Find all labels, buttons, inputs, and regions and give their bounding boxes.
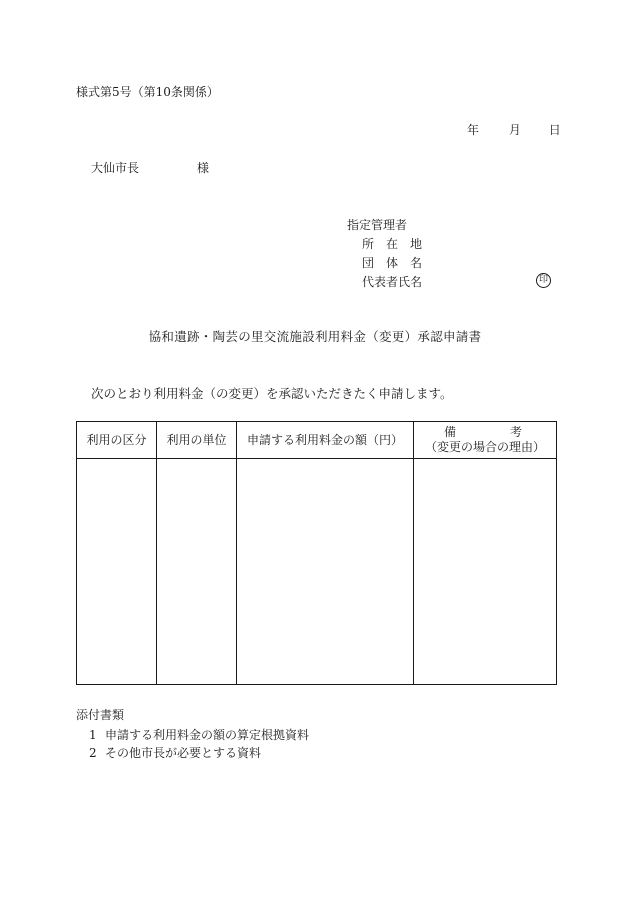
- date-year: 年: [467, 123, 480, 137]
- organization-label: 団 体 名: [362, 256, 423, 270]
- address-label: 所 在 地: [362, 237, 423, 251]
- attachment-item: [89, 745, 261, 761]
- date-line: [467, 122, 561, 138]
- form-number: 様式第5号（第10条関係）: [76, 85, 219, 99]
- remarks-label-right: 考: [509, 425, 522, 439]
- header-usage-unit: 利用の単位: [157, 422, 237, 459]
- header-remarks: [414, 422, 557, 459]
- applicant-role: 指定管理者: [347, 218, 408, 232]
- remarks-sublabel: （変更の場合の理由）: [424, 440, 545, 454]
- representative-label: 代表者氏名: [362, 275, 423, 289]
- attachments-heading: 添付書類: [76, 708, 125, 722]
- attachment-text: その他市長が必要とする資料: [105, 746, 262, 760]
- document-title: 協和遺跡・陶芸の里交流施設利用料金（変更）承認申請書: [148, 329, 482, 344]
- header-usage-category: 利用の区分: [77, 422, 157, 459]
- attachment-item: [89, 727, 309, 743]
- attachment-number: 1: [89, 728, 97, 742]
- cell-remarks: [414, 459, 557, 685]
- cell-fee-amount: [237, 459, 414, 685]
- fee-table: [76, 421, 557, 685]
- request-text: 次のとおり利用料金（の変更）を承認いただきたく申請します。: [91, 386, 453, 401]
- table-row: [77, 459, 557, 685]
- date-day: 日: [548, 123, 561, 137]
- addressee-honorific: 様: [197, 161, 210, 175]
- cell-usage-category: [77, 459, 157, 685]
- addressee-name: 大仙市長: [91, 161, 140, 175]
- attachment-text: 申請する利用料金の額の算定根拠資料: [105, 728, 310, 742]
- remarks-label-left: 備: [444, 425, 457, 439]
- attachment-number: 2: [89, 746, 97, 760]
- seal-mark: 印: [536, 273, 551, 288]
- cell-usage-unit: [157, 459, 237, 685]
- addressee: [91, 160, 209, 176]
- date-month: 月: [508, 123, 521, 137]
- header-fee-amount: 申請する利用料金の額（円）: [237, 422, 414, 459]
- table-header-row: [77, 422, 557, 459]
